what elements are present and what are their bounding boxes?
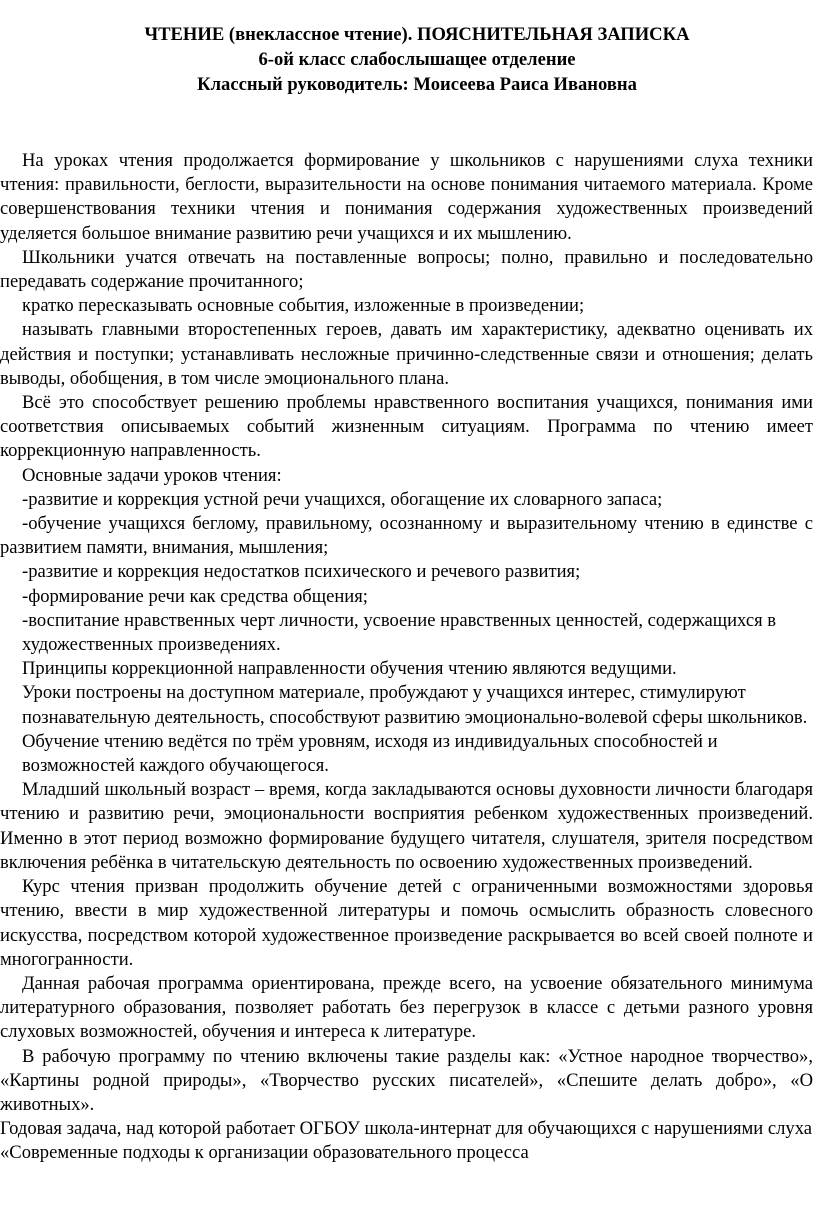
paragraph-principles: Принципы коррекционной направленности обучения чтению являются ведущими. [22, 658, 677, 680]
paragraph-upbringing: Всё это способствует решению проблемы нравственного воспитания учащихся, понимания ими соответствия описываемых событий жизненным ситуациям. Программа по чтению имеет коррекционную направленность. [0, 392, 813, 462]
list-item-task: -формирование речи как средства общения; [22, 585, 368, 607]
list-item-task: -обучение учащихся беглому, правильному, осознанному и выразительному чтению в единстве с развитием памяти, внимания, мышления; [0, 513, 813, 559]
paragraph-program: Данная рабочая программа ориентирована, прежде всего, на усвоение обязательного минимума литературного образования, позволяет работать без перегрузок в классе с детьми разного уровня слуховых возможностей, обучения и интереса к литературе. [0, 972, 813, 1043]
paragraph-heroes: называть главными второстепенных героев, давать им характеристику, адекватно оценивать их действия и поступки; устанавливать несложные причинно-следственные связи и отношения; делать выводы, обобщения, в том числе эмоционального плана. [0, 319, 813, 389]
paragraph-annual-task: Годовая задача, над которой работает ОГБОУ школа-интернат для обучающихся с нарушениями слуха «Современные подходы к организации образовательного процесса [0, 1118, 813, 1164]
list-item-task: -воспитание нравственных черт личности, усвоение нравственных ценностей, содержащихся в художественных произведениях. [22, 609, 777, 656]
header-title: ЧТЕНИЕ (внеклассное чтение). ПОЯСНИТЕЛЬНАЯ ЗАПИСКА [144, 24, 690, 45]
document-body [0, 149, 816, 1166]
list-item-task: -развитие и коррекция недостатков психического и речевого развития; [22, 561, 581, 583]
paragraph-lessons: Уроки построены на доступном материале, пробуждают у учащихся интерес, стимулируют познавательную деятельность, способствуют развитию эмоционально-волевой сферы школьников. [22, 682, 808, 728]
header-teacher: Классный руководитель: Моисеева Раиса Ивановна [197, 74, 637, 95]
header-class: 6-ой класс слабослышащее отделение [258, 49, 576, 70]
paragraph-skills: Школьники учатся отвечать на поставленные вопросы; полно, правильно и последовательно передавать содержание прочитанного; [0, 246, 813, 293]
paragraph-sections: В рабочую программу по чтению включены такие разделы как: «Устное народное творчество», «Картины родной природы», «Творчество русских писателей», «Спешите делать добро», «О животных». [0, 1045, 813, 1115]
list-item-task: -развитие и коррекция устной речи учащихся, обогащение их словарного запаса; [22, 488, 663, 510]
document-page [0, 22, 816, 1166]
paragraph-retell: кратко пересказывать основные события, изложенные в произведении; [22, 295, 585, 317]
paragraph-intro: На уроках чтения продолжается формирование у школьников с нарушениями слуха техники чтения: правильности, беглости, выразительности на основе понимания читаемого материала. Кроме совершенствования техники чтения и понимания содержания художественных произведений уделяется большое внимание развитию речи учащихся и их мышлению. [0, 150, 813, 244]
paragraph-levels: Обучение чтению ведётся по трём уровням, исходя из индивидуальных способностей и возможностей каждого обучающегося. [22, 730, 718, 777]
paragraph-course: Курс чтения призван продолжить обучение детей с ограниченными возможностями здоровья чтению, ввести в мир художественной литературы и помочь осмыслить образность словесного искусства, посредством которой художественное произведение раскрывается во всей своей полноте и многогранности. [0, 876, 813, 970]
paragraph-age: Младший школьный возраст – время, когда закладываются основы духовности личности благодаря чтению и развитию речи, эмоциональности восприятия ребенком художественных произведений. Именно в этот период возможно формирование будущего читателя, слушателя, зрителя посредством включения ребёнка в читательскую деятельность по освоению художественных произведений. [0, 779, 813, 873]
document-header [0, 22, 816, 97]
paragraph-tasks-heading: Основные задачи уроков чтения: [22, 464, 282, 486]
